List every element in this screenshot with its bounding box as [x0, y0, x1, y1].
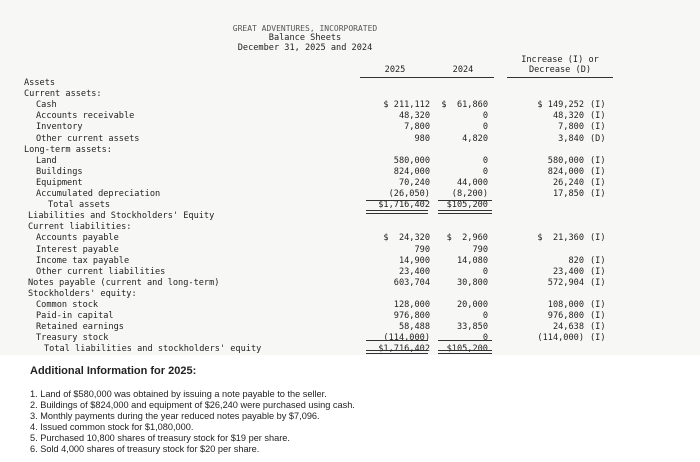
value-change: 580,000	[547, 155, 584, 166]
value-2024: 4,820	[462, 133, 488, 144]
value-2025: 980	[414, 133, 430, 144]
change-indicator: (D)	[590, 133, 606, 144]
change-indicator: (I)	[590, 266, 606, 277]
value-2024: 44,000	[456, 177, 488, 188]
change-indicator: (I)	[590, 155, 606, 166]
value-2024: 0	[482, 122, 488, 133]
row-label: Cash	[36, 100, 57, 111]
value-change: 26,240	[552, 177, 584, 188]
row-label: Interest payable	[36, 244, 119, 255]
additional-information	[0, 355, 700, 462]
total-assets-double-2025	[366, 210, 428, 214]
value-2025: 14,900	[398, 255, 430, 266]
value-2025: 976,800	[393, 311, 430, 322]
value-change: $ 21,360	[537, 233, 584, 244]
total-assets-double-2024	[438, 210, 492, 214]
additional-info-title: Additional Information for 2025:	[30, 365, 197, 377]
value-2025: 23,400	[398, 266, 430, 277]
row-label: Other current assets	[36, 133, 140, 144]
change-indicator: (I)	[590, 189, 606, 199]
value-change: 824,000	[547, 166, 584, 177]
row-label: Buildings	[36, 166, 83, 177]
row-label: Other current liabilities	[36, 266, 166, 277]
row-label: Liabilities and Stockholders' Equity	[28, 211, 215, 222]
value-2025: 58,488	[398, 322, 430, 333]
value-2024: 0	[482, 333, 488, 344]
additional-info-item: 5. Purchased 10,800 shares of treasury stock for $19 per share.	[30, 433, 290, 443]
row-label: Land	[36, 155, 57, 166]
value-2024: $ 61,860	[441, 100, 488, 111]
row-label: Total liabilities and stockholders' equity	[44, 344, 262, 355]
total-le-double-2024	[438, 350, 492, 354]
change-indicator: (I)	[590, 333, 606, 344]
value-2025: $1,716,402	[378, 200, 430, 211]
change-indicator: (I)	[590, 100, 606, 111]
change-indicator: (I)	[590, 111, 606, 122]
value-change: 24,638	[552, 322, 584, 333]
row-label: Accumulated depreciation	[36, 189, 161, 199]
value-change: 572,904	[547, 277, 584, 288]
row-label: Assets	[24, 78, 56, 88]
value-change: 108,000	[547, 300, 584, 310]
row-label: Accounts receivable	[36, 111, 135, 122]
value-2025: $1,716,402	[378, 344, 430, 355]
column-header-change-sub: Decrease (D)	[528, 65, 592, 75]
value-2024: 0	[482, 266, 488, 277]
total-assets-rule-2025	[366, 200, 428, 201]
column-header-change: Increase (I) or	[521, 55, 599, 65]
value-2025: 128,000	[393, 300, 430, 310]
value-2024: $105,200	[446, 200, 488, 211]
change-indicator: (I)	[590, 177, 606, 188]
change-indicator: (I)	[590, 233, 606, 244]
value-change: 23,400	[552, 266, 584, 277]
value-2024: 790	[472, 244, 488, 255]
row-label: Accounts payable	[36, 233, 119, 244]
column-header-rule	[360, 77, 494, 78]
statement-title: Balance Sheets	[268, 33, 342, 43]
value-2024: 0	[482, 311, 488, 322]
value-2025: 48,320	[398, 111, 430, 122]
row-label: Stockholders' equity:	[28, 288, 137, 299]
value-2025: 603,704	[393, 277, 430, 288]
column-header-2024: 2024	[452, 65, 474, 75]
value-2024: 0	[482, 155, 488, 166]
row-label: Inventory	[36, 122, 83, 133]
additional-info-item: 1. Land of $580,000 was obtained by issuing a note payable to the seller.	[30, 389, 327, 399]
value-2024: 30,800	[456, 277, 488, 288]
value-change: 976,800	[547, 311, 584, 322]
value-2025: 824,000	[393, 166, 430, 177]
row-label: Notes payable (current and long-term)	[28, 277, 220, 288]
value-2024: 0	[482, 166, 488, 177]
row-label: Retained earnings	[36, 322, 124, 333]
row-label: Common stock	[36, 300, 99, 310]
value-2025: $ 24,320	[383, 233, 430, 244]
total-le-double-2025	[366, 350, 428, 354]
value-change: 48,320	[552, 111, 584, 122]
additional-info-item: 4. Issued common stock for $1,080,000.	[30, 422, 194, 432]
change-header-rule	[507, 77, 613, 78]
value-change: $ 149,252	[537, 100, 584, 111]
row-label: Paid-in capital	[36, 311, 114, 322]
value-2024: 20,000	[456, 300, 488, 310]
value-change: 17,850	[552, 189, 584, 199]
additional-info-item: 3. Monthly payments during the year reduced notes payable by $7,096.	[30, 411, 320, 421]
total-le-rule-2025	[366, 340, 428, 341]
additional-info-item: 6. Sold 4,000 shares of treasury stock for $20 per share.	[30, 444, 260, 454]
row-label: Long-term assets:	[24, 144, 112, 155]
value-change: 7,800	[558, 122, 584, 133]
change-indicator: (I)	[590, 122, 606, 133]
value-change: (114,000)	[537, 333, 584, 344]
value-2025: (114,000)	[383, 333, 430, 344]
statement-date: December 31, 2025 and 2024	[237, 43, 373, 53]
value-2024: 0	[482, 111, 488, 122]
column-header-2025: 2025	[384, 65, 406, 75]
value-2025: (26,050)	[388, 189, 430, 199]
row-label: Current assets:	[24, 89, 102, 100]
total-assets-rule-2024	[438, 200, 492, 201]
company-name: GREAT ADVENTURES, INCORPORATED	[232, 24, 378, 33]
row-label: Current liabilities:	[28, 222, 132, 233]
row-label: Treasury stock	[36, 333, 109, 344]
value-2025: $ 211,112	[383, 100, 430, 111]
value-2025: 70,240	[398, 177, 430, 188]
change-indicator: (I)	[590, 255, 606, 266]
change-indicator: (I)	[590, 166, 606, 177]
row-label: Total assets	[48, 200, 111, 211]
row-label: Equipment	[36, 177, 83, 188]
total-le-rule-2024	[438, 340, 492, 341]
change-indicator: (I)	[590, 277, 606, 288]
value-change: 3,840	[558, 133, 584, 144]
value-change: 820	[568, 255, 584, 266]
additional-info-item: 2. Buildings of $824,000 and equipment of $26,240 were purchased using cash.	[30, 400, 355, 410]
row-label: Income tax payable	[36, 255, 130, 266]
value-2025: 7,800	[404, 122, 430, 133]
value-2024: $ 2,960	[446, 233, 488, 244]
value-2024: 33,850	[456, 322, 488, 333]
change-indicator: (I)	[590, 311, 606, 322]
value-2025: 790	[414, 244, 430, 255]
change-indicator: (I)	[590, 322, 606, 333]
change-indicator: (I)	[590, 300, 606, 310]
value-2024: $105,200	[446, 344, 488, 355]
value-2025: 580,000	[393, 155, 430, 166]
value-2024: (8,200)	[451, 189, 488, 199]
value-2024: 14,080	[456, 255, 488, 266]
